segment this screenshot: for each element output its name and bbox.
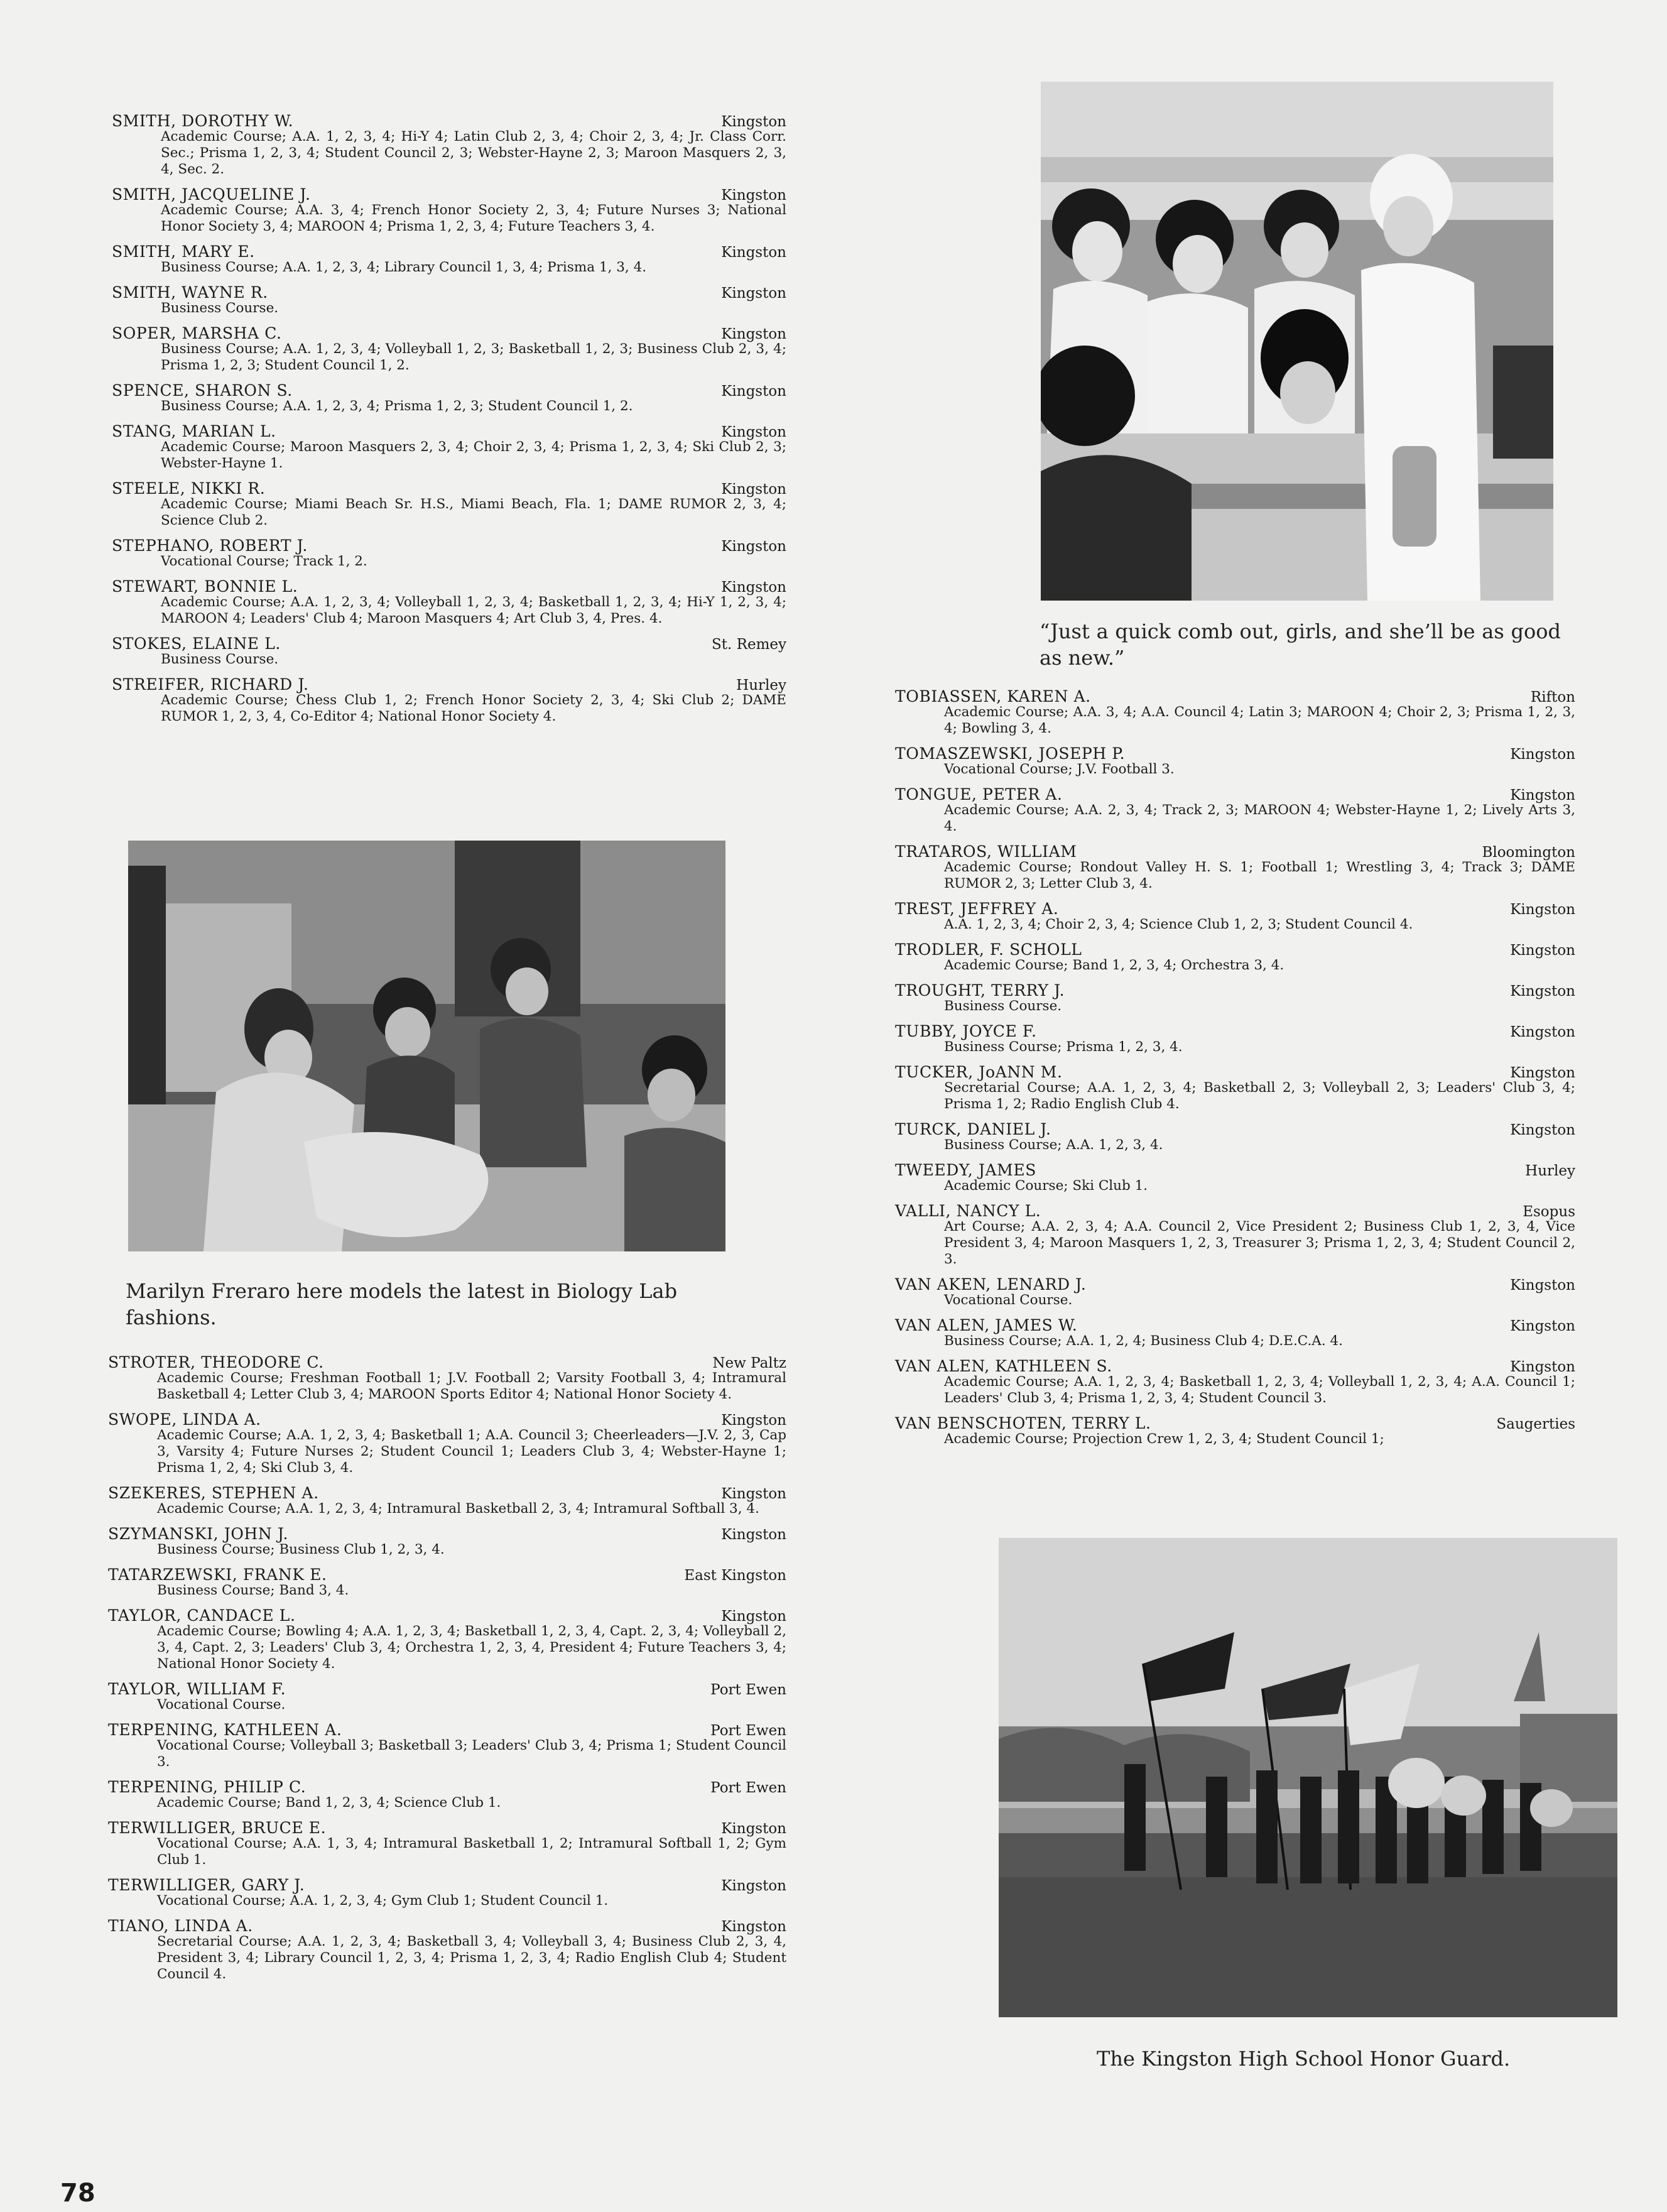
student-activities: Academic Course; Band 1, 2, 3, 4; Science Club 1.: [157, 1795, 501, 1811]
student-hometown: Kingston: [721, 538, 786, 555]
student-activities: Business Course; Band 3, 4.: [157, 1583, 349, 1598]
student-activities: Academic Course; A.A. 1, 2, 3, 4; Hi-Y 4; Latin Club 2, 3, 4; Choir 2, 3, 4; Jr. Class Corr. Sec.; Prisma 1, 2, 3, 4; Student Council 2, 3; Webster-Hayne 2, 3; Maroon Masquers 2, 3, 4, Sec. 2.: [161, 129, 786, 177]
student-name: VAN ALEN, JAMES W.: [895, 1316, 1078, 1334]
student-name: TRATAROS, WILLIAM: [895, 842, 1077, 861]
student-entry: [112, 537, 786, 570]
student-activities: Art Course; A.A. 2, 3, 4; A.A. Council 2, Vice President 2; Business Club 1, 2, 3, 4, Vice President 3, 4; Maroon Masquers 1, 2, 3, Treasurer 3; Prisma 1, 2, 3, 4; Student Council 2, 3.: [944, 1219, 1575, 1267]
student-hometown: Kingston: [1510, 1065, 1575, 1081]
student-entry: [895, 1120, 1575, 1153]
student-entry: [108, 1606, 786, 1672]
student-activities: Academic Course; Projection Crew 1, 2, 3, 4; Student Council 1;: [944, 1431, 1384, 1447]
page-number: 78: [60, 2179, 95, 2208]
entry-header: [108, 1819, 786, 1837]
entry-header: [895, 744, 1575, 763]
student-name: SZYMANSKI, JOHN J.: [108, 1525, 289, 1543]
entry-header: [895, 842, 1575, 861]
student-activities: Secretarial Course; A.A. 1, 2, 3, 4; Basketball 2, 3; Volleyball 2, 3; Leaders' Club 3, 4; Prisma 1, 2; Radio English Club 4.: [944, 1080, 1575, 1112]
student-name: STOKES, ELAINE L.: [112, 635, 281, 653]
student-hometown: Kingston: [1510, 787, 1575, 804]
biology-lab-photo: [128, 841, 725, 1251]
student-name: TERWILLIGER, GARY J.: [108, 1876, 305, 1894]
left-column-top: [112, 112, 786, 733]
entry-header: [108, 1353, 786, 1371]
student-name: STEELE, NIKKI R.: [112, 479, 266, 498]
student-name: TOBIASSEN, KAREN A.: [895, 687, 1091, 706]
student-entry: [112, 185, 786, 235]
student-activities: Vocational Course; A.A. 1, 3, 4; Intramural Basketball 1, 2; Intramural Softball 1, 2; Gym Club 1.: [157, 1836, 786, 1868]
student-name: TAYLOR, CANDACE L.: [108, 1606, 296, 1625]
student-name: TERPENING, KATHLEEN A.: [108, 1721, 342, 1739]
student-activities: Business Course; Prisma 1, 2, 3, 4.: [944, 1039, 1183, 1055]
student-activities: Academic Course; Band 1, 2, 3, 4; Orchestra 3, 4.: [944, 957, 1284, 973]
student-name: STEWART, BONNIE L.: [112, 577, 298, 596]
student-name: STREIFER, RICHARD J.: [112, 675, 309, 694]
student-entry: [108, 1778, 786, 1811]
student-entry: [108, 1525, 786, 1558]
student-entry: [895, 1161, 1575, 1194]
student-name: SMITH, WAYNE R.: [112, 283, 268, 302]
student-activities: A.A. 1, 2, 3, 4; Choir 2, 3, 4; Science Club 1, 2, 3; Student Council 4.: [944, 917, 1413, 932]
student-hometown: Hurley: [736, 677, 786, 694]
student-name: TROUGHT, TERRY J.: [895, 981, 1065, 1000]
student-hometown: Bloomington: [1482, 844, 1575, 861]
student-hometown: Kingston: [1510, 1359, 1575, 1375]
student-entry: [112, 381, 786, 415]
student-hometown: Kingston: [721, 114, 786, 130]
entry-header: [895, 1120, 1575, 1138]
entry-header: [112, 381, 786, 400]
student-hometown: Kingston: [1510, 902, 1575, 918]
student-name: TURCK, DANIEL J.: [895, 1120, 1051, 1138]
student-hometown: Rifton: [1530, 689, 1575, 706]
student-activities: Vocational Course.: [944, 1292, 1073, 1308]
entry-header: [108, 1680, 786, 1698]
student-activities: Academic Course; Maroon Masquers 2, 3, 4; Choir 2, 3, 4; Prisma 1, 2, 3, 4; Ski Club 2, 3; Webster-Hayne 1.: [161, 439, 786, 471]
entry-header: [108, 1410, 786, 1429]
student-entry: [108, 1680, 786, 1713]
student-hometown: Kingston: [1510, 1122, 1575, 1138]
student-entry: [112, 675, 786, 725]
student-activities: Vocational Course.: [157, 1697, 286, 1713]
student-name: SWOPE, LINDA A.: [108, 1410, 261, 1429]
student-name: VALLI, NANCY L.: [895, 1202, 1041, 1220]
student-name: SMITH, JACQUELINE J.: [112, 185, 311, 204]
student-activities: Academic Course; Chess Club 1, 2; French Honor Society 2, 3, 4; Ski Club 2; DAME RUMOR 1, 2, 3, 4, Co-Editor 4; National Honor Society 4.: [161, 692, 786, 724]
student-activities: Vocational Course; J.V. Football 3.: [944, 761, 1175, 777]
student-hometown: Kingston: [721, 1486, 786, 1502]
entry-header: [108, 1876, 786, 1894]
entry-header: [112, 283, 786, 302]
student-hometown: Kingston: [721, 285, 786, 302]
entry-header: [112, 185, 786, 204]
student-entry: [112, 283, 786, 317]
student-activities: Vocational Course; A.A. 1, 2, 3, 4; Gym Club 1; Student Council 1.: [157, 1893, 609, 1909]
student-hometown: Kingston: [721, 187, 786, 204]
student-name: TAYLOR, WILLIAM F.: [108, 1680, 286, 1698]
student-hometown: Kingston: [721, 1878, 786, 1894]
student-name: TERWILLIGER, BRUCE E.: [108, 1819, 327, 1837]
student-name: VAN AKEN, LENARD J.: [895, 1275, 1087, 1294]
student-entry: [895, 1357, 1575, 1407]
cosmetology-photo: [1041, 82, 1553, 601]
honor-guard-caption: The Kingston High School Honor Guard.: [1097, 2047, 1511, 2071]
student-hometown: Kingston: [721, 579, 786, 596]
student-activities: Academic Course; A.A. 2, 3, 4; Track 2, 3; MAROON 4; Webster-Hayne 1, 2; Lively Arts 3, 4.: [944, 802, 1575, 834]
entry-header: [112, 242, 786, 261]
entry-header: [108, 1721, 786, 1739]
student-activities: Academic Course; Rondout Valley H. S. 1; Football 1; Wrestling 3, 4; Track 3; DAME RUMOR 2, 3; Letter Club 3, 4.: [944, 859, 1575, 891]
student-entry: [895, 1202, 1575, 1268]
student-entry: [112, 635, 786, 668]
entry-header: [108, 1778, 786, 1796]
student-activities: Academic Course; A.A. 1, 2, 3, 4; Intramural Basketball 2, 3, 4; Intramural Softball 3, 4.: [157, 1501, 759, 1517]
student-hometown: East Kingston: [684, 1567, 786, 1584]
student-name: STROTER, THEODORE C.: [108, 1353, 324, 1371]
student-hometown: Kingston: [721, 1919, 786, 1935]
student-activities: Business Course; A.A. 1, 2, 3, 4; Volleyball 1, 2, 3; Basketball 1, 2, 3; Business Club 2, 3, 4; Prisma 1, 2, 3; Student Council 1, 2.: [161, 341, 786, 373]
student-entry: [895, 1022, 1575, 1055]
student-entry: [112, 479, 786, 529]
student-name: TREST, JEFFREY A.: [895, 900, 1059, 918]
entry-header: [108, 1606, 786, 1625]
student-hometown: Kingston: [721, 1608, 786, 1625]
student-hometown: Kingston: [721, 326, 786, 342]
student-hometown: Kingston: [1510, 1318, 1575, 1334]
entry-header: [895, 981, 1575, 1000]
entry-header: [895, 900, 1575, 918]
student-hometown: Kingston: [721, 1412, 786, 1429]
student-name: TUBBY, JOYCE F.: [895, 1022, 1037, 1040]
student-activities: Business Course; A.A. 1, 2, 3, 4; Library Council 1, 3, 4; Prisma 1, 3, 4.: [161, 259, 647, 275]
entry-header: [895, 1022, 1575, 1040]
student-entry: [108, 1876, 786, 1909]
student-hometown: Esopus: [1523, 1204, 1575, 1220]
student-entry: [895, 842, 1575, 892]
student-name: VAN ALEN, KATHLEEN S.: [895, 1357, 1112, 1375]
student-name: VAN BENSCHOTEN, TERRY L.: [895, 1414, 1151, 1432]
student-activities: Academic Course; A.A. 1, 2, 3, 4; Basketball 1; A.A. Council 3; Cheerleaders—J.V. 2, 3, Cap 3, Varsity 4; Future Nurses 2; Student Council 1; Leaders Club 3, 4; Webster-Hayne 1; Prisma 1, 2, 4; Ski Club 3, 4.: [157, 1427, 786, 1476]
student-entry: [108, 1721, 786, 1770]
student-hometown: Kingston: [1510, 1277, 1575, 1294]
student-name: SOPER, MARSHA C.: [112, 324, 282, 342]
student-activities: Business Course; Business Club 1, 2, 3, 4.: [157, 1542, 445, 1557]
student-entry: [895, 785, 1575, 835]
student-entry: [895, 940, 1575, 974]
student-hometown: Kingston: [721, 1527, 786, 1543]
student-activities: Academic Course; Freshman Football 1; J.V. Football 2; Varsity Football 3, 4; Intramural Basketball 4; Letter Club 3, 4; MAROON Sports Editor 4; National Honor Society 4.: [157, 1370, 786, 1402]
student-entry: [112, 577, 786, 627]
student-hometown: St. Remey: [712, 636, 786, 653]
student-hometown: Kingston: [721, 244, 786, 261]
student-hometown: New Paltz: [712, 1355, 786, 1371]
student-activities: Vocational Course; Track 1, 2.: [161, 553, 367, 569]
student-activities: Business Course.: [944, 998, 1062, 1014]
student-hometown: Kingston: [1510, 983, 1575, 1000]
entry-header: [895, 1202, 1575, 1220]
student-activities: Vocational Course; Volleyball 3; Basketball 3; Leaders' Club 3, 4; Prisma 1; Student Council 3.: [157, 1738, 786, 1770]
student-hometown: Kingston: [721, 481, 786, 498]
student-activities: Business Course.: [161, 300, 279, 316]
student-entry: [895, 687, 1575, 737]
student-hometown: Kingston: [721, 383, 786, 400]
student-entry: [895, 744, 1575, 778]
entry-header: [895, 1316, 1575, 1334]
student-hometown: Port Ewen: [710, 1682, 786, 1698]
student-name: TWEEDY, JAMES: [895, 1161, 1036, 1179]
student-name: TUCKER, JoANN M.: [895, 1063, 1063, 1081]
cosmetology-caption: “Just a quick comb out, girls, and she’ll be as good as new.”: [1040, 619, 1561, 670]
entry-header: [112, 112, 786, 130]
student-entry: [108, 1819, 786, 1868]
entry-header: [108, 1484, 786, 1502]
entry-header: [112, 324, 786, 342]
student-name: TOMASZEWSKI, JOSEPH P.: [895, 744, 1126, 763]
student-name: STANG, MARIAN L.: [112, 422, 276, 440]
entry-header: [895, 687, 1575, 706]
student-activities: Business Course; A.A. 1, 2, 4; Business Club 4; D.E.C.A. 4.: [944, 1333, 1344, 1349]
student-activities: Academic Course; A.A. 3, 4; French Honor Society 2, 3, 4; Future Nurses 3; National Honor Society 3, 4; MAROON 4; Prisma 1, 2, 3, 4; Future Teachers 3, 4.: [161, 202, 786, 234]
entry-header: [112, 537, 786, 555]
entry-header: [895, 1063, 1575, 1081]
entry-header: [895, 1414, 1575, 1432]
entry-header: [895, 1275, 1575, 1294]
student-name: TIANO, LINDA A.: [108, 1917, 253, 1935]
student-activities: Business Course.: [161, 651, 279, 667]
student-name: TONGUE, PETER A.: [895, 785, 1063, 804]
student-entry: [895, 900, 1575, 933]
student-hometown: Kingston: [1510, 942, 1575, 959]
student-entry: [895, 1275, 1575, 1309]
entry-header: [108, 1566, 786, 1584]
entry-header: [108, 1917, 786, 1935]
student-entry: [108, 1566, 786, 1599]
student-entry: [112, 242, 786, 276]
student-hometown: Hurley: [1525, 1163, 1575, 1179]
student-name: TERPENING, PHILIP C.: [108, 1778, 307, 1796]
entry-header: [112, 422, 786, 440]
student-entry: [895, 981, 1575, 1015]
entry-header: [112, 635, 786, 653]
student-hometown: Saugerties: [1496, 1416, 1575, 1432]
student-name: SPENCE, SHARON S.: [112, 381, 293, 400]
student-activities: Business Course; A.A. 1, 2, 3, 4; Prisma 1, 2, 3; Student Council 1, 2.: [161, 398, 633, 414]
student-entry: [895, 1414, 1575, 1447]
student-activities: Academic Course; Bowling 4; A.A. 1, 2, 3, 4; Basketball 1, 2, 3, 4, Capt. 2, 3, 4; Volleyball 2, 3, 4, Capt. 2, 3; Leaders' Club 3, 4; Orchestra 1, 2, 3, 4, President 4; Future Teachers 3, 4; National Honor Society 4.: [157, 1623, 786, 1672]
student-activities: Academic Course; A.A. 3, 4; A.A. Council 4; Latin 3; MAROON 4; Choir 2, 3; Prisma 1, 2, 3, 4; Bowling 3, 4.: [944, 704, 1575, 736]
student-hometown: Kingston: [721, 1821, 786, 1837]
honor-guard-photo: [999, 1538, 1617, 2017]
student-name: SMITH, DOROTHY W.: [112, 112, 294, 130]
entry-header: [895, 940, 1575, 959]
student-hometown: Port Ewen: [710, 1780, 786, 1796]
biology-lab-caption: Marilyn Freraro here models the latest in Biology Lab fashions.: [126, 1279, 678, 1329]
student-entry: [112, 112, 786, 178]
student-hometown: Kingston: [1510, 1024, 1575, 1040]
left-column-bottom: [108, 1353, 786, 1990]
student-entry: [895, 1063, 1575, 1113]
right-column: [895, 687, 1575, 1455]
student-entry: [112, 422, 786, 472]
student-hometown: Kingston: [721, 424, 786, 440]
entry-header: [112, 675, 786, 694]
student-hometown: Port Ewen: [710, 1723, 786, 1739]
student-entry: [108, 1484, 786, 1517]
entry-header: [895, 1161, 1575, 1179]
entry-header: [112, 479, 786, 498]
student-activities: Academic Course; Ski Club 1.: [944, 1178, 1148, 1194]
student-name: SZEKERES, STEPHEN A.: [108, 1484, 319, 1502]
student-activities: Academic Course; Miami Beach Sr. H.S., Miami Beach, Fla. 1; DAME RUMOR 2, 3, 4; Science Club 2.: [161, 496, 786, 528]
student-activities: Business Course; A.A. 1, 2, 3, 4.: [944, 1137, 1163, 1153]
student-activities: Academic Course; A.A. 1, 2, 3, 4; Volleyball 1, 2, 3, 4; Basketball 1, 2, 3, 4; Hi-Y 1, 2, 3, 4; MAROON 4; Leaders' Club 4; Maroon Masquers 4; Art Club 3, 4, Pres. 4.: [161, 594, 786, 626]
student-entry: [108, 1917, 786, 1983]
student-name: STEPHANO, ROBERT J.: [112, 537, 308, 555]
student-entry: [108, 1410, 786, 1476]
student-activities: Academic Course; A.A. 1, 2, 3, 4; Basketball 1, 2, 3, 4; Volleyball 1, 2, 3, 4; A.A. Council 1; Leaders' Club 3, 4; Prisma 1, 2, 3, 4; Student Council 3.: [944, 1374, 1575, 1406]
student-name: TATARZEWSKI, FRANK E.: [108, 1566, 327, 1584]
entry-header: [112, 577, 786, 596]
student-entry: [895, 1316, 1575, 1349]
entry-header: [895, 1357, 1575, 1375]
entry-header: [895, 785, 1575, 804]
student-entry: [108, 1353, 786, 1403]
student-name: SMITH, MARY E.: [112, 242, 255, 261]
student-activities: Secretarial Course; A.A. 1, 2, 3, 4; Basketball 3, 4; Volleyball 3, 4; Business Club 2, 3, 4, President 3, 4; Library Council 1, 2, 3, 4; Prisma 1, 2, 3, 4; Radio English Club 4; Student Council 4.: [157, 1934, 786, 1982]
student-name: TRODLER, F. SCHOLL: [895, 940, 1082, 959]
student-entry: [112, 324, 786, 374]
entry-header: [108, 1525, 786, 1543]
student-hometown: Kingston: [1510, 746, 1575, 763]
